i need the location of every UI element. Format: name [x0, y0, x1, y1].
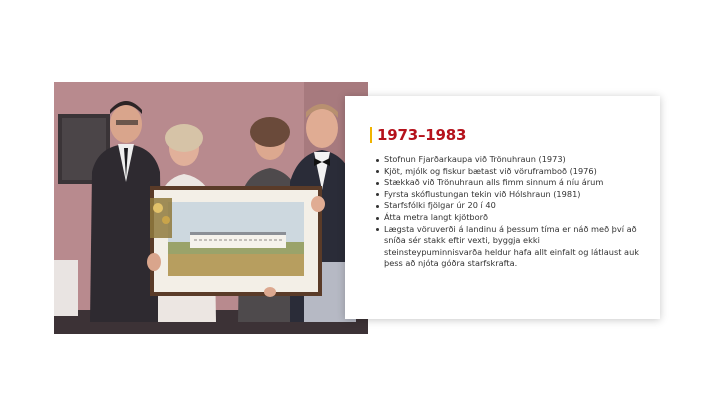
historical-photo [54, 82, 368, 334]
photo-image-icon [54, 82, 368, 334]
bullet-list [370, 154, 640, 270]
heading [370, 126, 640, 144]
bullet-item: Lægsta vöruverði á landinu á þessum tíma er náð með því að sníða sér stakk eftir vexti, byggja ekki steinsteypuminnisvarða heldur hafa allt einfalt og látlaust auk þess að njóta góðra starfskrafta. [378, 224, 640, 270]
bullet-item: Fyrsta skóflustungan tekin við Hólshraun (1981) [378, 189, 640, 201]
heading-accent-bar [370, 127, 372, 143]
bullet-item: Kjöt, mjólk og fiskur bætast við vöruframboð (1976) [378, 166, 640, 178]
bullet-item: Stofnun Fjarðarkaupa við Trönuhraun (1973) [378, 154, 640, 166]
period-title: 1973–1983 [377, 126, 467, 144]
bullet-item: Starfsfólki fjölgar úr 20 í 40 [378, 200, 640, 212]
info-card [345, 96, 660, 319]
bullet-item: Átta metra langt kjötborð [378, 212, 640, 224]
bullet-item: Stækkað við Trönuhraun alls fimm sinnum á níu árum [378, 177, 640, 189]
